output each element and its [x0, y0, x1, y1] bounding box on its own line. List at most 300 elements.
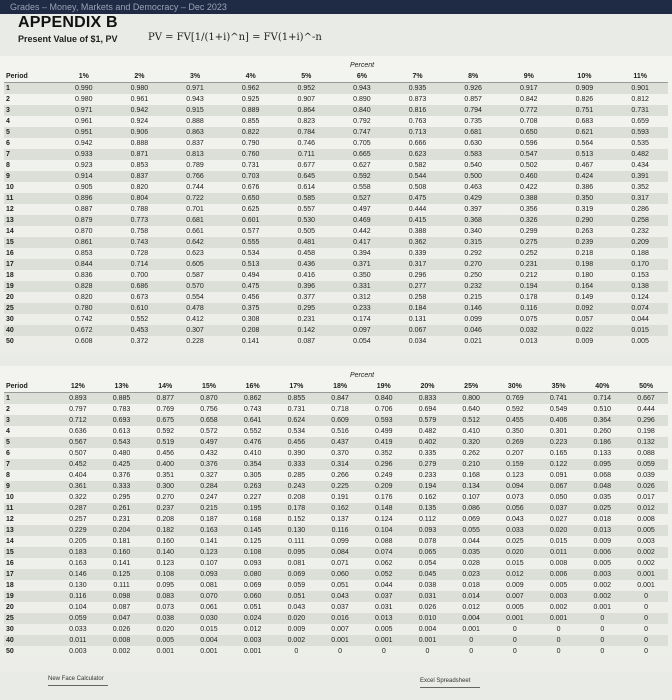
table-row	[4, 127, 668, 138]
value-cell: 0.391	[612, 171, 668, 182]
value-cell: 0.713	[390, 127, 446, 138]
value-cell: 0.261	[100, 503, 144, 514]
value-cell: 0.081	[200, 582, 218, 589]
value-cell: 0.005	[631, 338, 649, 345]
value-cell: 0.249	[375, 472, 393, 479]
value-cell: 0.295	[279, 303, 335, 314]
table-row	[4, 536, 668, 547]
value-cell: 0.010	[406, 613, 450, 624]
value-cell: 0.513	[223, 259, 279, 270]
value-cell: 0.706	[375, 406, 393, 413]
period-cell: 25	[4, 613, 56, 624]
value-cell: 0.317	[612, 193, 668, 204]
value-cell: 0.434	[631, 162, 649, 169]
table-row	[4, 624, 668, 635]
value-cell: 0.701	[186, 206, 204, 213]
value-cell: 0.005	[593, 560, 612, 567]
value-cell: 0.043	[318, 591, 362, 602]
value-cell: 0.002	[580, 591, 624, 602]
value-cell: 0.494	[241, 272, 260, 279]
value-cell: 0.205	[69, 538, 87, 545]
value-cell: 0.331	[334, 281, 390, 292]
value-cell: 0	[469, 648, 474, 655]
value-cell: 0.020	[493, 547, 537, 558]
value-cell: 0	[624, 591, 668, 602]
value-cell: 0.797	[69, 406, 87, 413]
value-cell: 0.131	[408, 316, 427, 323]
value-cell: 0.006	[580, 547, 624, 558]
period-cell: 2	[6, 96, 10, 103]
value-cell: 0.905	[75, 184, 93, 191]
table-row	[4, 303, 668, 314]
value-cell: 0.751	[557, 105, 613, 116]
value-cell: 0.722	[167, 193, 223, 204]
value-cell: 0.625	[241, 206, 260, 213]
value-cell: 0.095	[580, 459, 624, 470]
table-subtitle: Present Value of $1, PV	[18, 34, 118, 44]
value-cell: 0.554	[186, 294, 204, 301]
value-cell: 0.665	[334, 149, 390, 160]
period-cell: 7	[4, 459, 56, 470]
value-cell: 0.123	[506, 472, 524, 479]
value-cell: 0.074	[362, 547, 406, 558]
value-cell: 0.104	[69, 604, 87, 611]
value-cell: 0.613	[112, 428, 131, 435]
value-cell: 0.004	[418, 626, 437, 633]
value-cell: 0	[338, 648, 343, 655]
table-row	[4, 459, 668, 470]
value-cell: 0.133	[593, 450, 612, 457]
value-cell: 0.305	[243, 472, 262, 479]
value-cell: 0	[600, 648, 605, 655]
value-cell: 0.122	[537, 459, 581, 470]
value-cell: 0.747	[334, 127, 390, 138]
table-row	[4, 149, 668, 160]
value-cell: 0.763	[408, 118, 427, 125]
value-cell: 0.002	[112, 648, 131, 655]
value-cell: 0.863	[167, 127, 223, 138]
value-cell: 0.012	[624, 503, 668, 514]
value-cell: 0.138	[612, 281, 668, 292]
value-cell: 0.009	[593, 538, 612, 545]
column-header: 11%	[612, 71, 668, 83]
value-cell: 0.397	[464, 206, 482, 213]
value-cell: 0.099	[464, 316, 482, 323]
value-cell: 0.146	[56, 569, 100, 580]
pv-formula: PV = FV[1/(1+i)^n] = FV(1+i)^-n	[148, 32, 322, 43]
value-cell: 0.012	[493, 569, 537, 580]
value-cell: 0.822	[223, 127, 279, 138]
value-cell: 0.675	[143, 415, 187, 426]
value-cell: 0.296	[362, 459, 406, 470]
value-cell: 0.060	[231, 591, 275, 602]
period-cell: 5	[4, 437, 56, 448]
value-cell: 0.711	[279, 149, 335, 160]
value-cell: 0.023	[449, 569, 493, 580]
value-cell: 0.557	[297, 206, 316, 213]
value-cell: 0.530	[279, 215, 335, 226]
column-header: 30%	[493, 381, 537, 393]
value-cell: 0.666	[408, 140, 427, 147]
value-cell: 0.377	[297, 294, 316, 301]
value-cell: 0.513	[557, 149, 613, 160]
value-cell: 0.286	[631, 206, 649, 213]
value-cell: 0.026	[624, 481, 668, 492]
value-cell: 0.567	[56, 437, 100, 448]
value-cell: 0.579	[406, 415, 450, 426]
value-cell: 0.038	[143, 613, 187, 624]
table-row	[4, 336, 668, 347]
value-cell: 0.319	[575, 206, 594, 213]
value-cell: 0.061	[200, 604, 218, 611]
value-cell: 0.456	[241, 294, 260, 301]
value-cell: 0.510	[593, 406, 612, 413]
value-cell: 0.162	[318, 503, 362, 514]
value-cell: 0.482	[418, 428, 437, 435]
value-cell: 0.135	[406, 503, 450, 514]
value-cell: 0.011	[537, 547, 581, 558]
percent-header: Percent	[349, 372, 375, 379]
value-cell: 0.059	[56, 613, 100, 624]
value-cell: 0.054	[353, 338, 371, 345]
value-cell: 0.182	[143, 525, 187, 536]
value-cell: 0.243	[275, 481, 319, 492]
value-cell: 0.025	[580, 503, 624, 514]
value-cell: 0.080	[231, 569, 275, 580]
value-cell: 0.534	[241, 250, 260, 257]
value-cell: 0.247	[200, 494, 218, 501]
value-cell: 0.415	[390, 215, 446, 226]
value-cell: 0	[294, 648, 299, 655]
value-cell: 0.153	[631, 272, 649, 279]
value-cell: 0	[624, 613, 668, 624]
value-cell: 0.005	[143, 635, 187, 646]
value-cell: 0	[644, 648, 649, 655]
column-header: 3%	[167, 71, 223, 83]
value-cell: 0.980	[112, 83, 168, 95]
value-cell: 0.209	[612, 237, 668, 248]
value-cell: 0.209	[362, 481, 406, 492]
value-cell: 0.295	[112, 494, 131, 501]
value-cell: 0.001	[156, 648, 175, 655]
value-cell: 0.116	[56, 591, 100, 602]
period-cell: 10	[6, 184, 14, 191]
value-cell: 0.914	[56, 171, 112, 182]
value-cell: 0.008	[100, 635, 144, 646]
value-cell: 0.769	[156, 406, 175, 413]
value-cell: 0.326	[501, 215, 557, 226]
value-cell: 0.417	[334, 237, 390, 248]
value-cell: 0.570	[167, 281, 223, 292]
value-cell: 0.497	[353, 206, 371, 213]
value-cell: 0.164	[557, 281, 613, 292]
value-cell: 0.833	[406, 393, 450, 405]
value-cell: 0.043	[506, 516, 524, 523]
value-cell: 0.741	[537, 393, 581, 405]
value-cell: 0.123	[156, 560, 175, 567]
value-cell: 0.893	[56, 393, 100, 405]
value-cell: 0.046	[445, 325, 501, 336]
value-cell: 0.095	[156, 582, 175, 589]
value-cell: 0.208	[223, 325, 279, 336]
value-cell: 0.823	[297, 118, 316, 125]
value-cell: 0.012	[243, 626, 262, 633]
value-cell: 0.456	[275, 437, 319, 448]
value-cell: 0.645	[279, 171, 335, 182]
table-row	[4, 215, 668, 226]
period-cell: 10	[6, 494, 14, 501]
value-cell: 0.390	[287, 450, 306, 457]
value-cell: 0.789	[186, 162, 204, 169]
column-header: 12%	[56, 381, 100, 393]
value-cell: 0.198	[637, 428, 655, 435]
value-cell: 0.231	[297, 316, 316, 323]
value-cell: 0.667	[624, 393, 668, 405]
period-cell: 50	[6, 648, 14, 655]
value-cell: 0.296	[408, 272, 427, 279]
column-header: 50%	[624, 381, 668, 393]
value-cell: 0.742	[75, 316, 93, 323]
period-cell: 25	[4, 303, 56, 314]
value-cell: 0.048	[580, 481, 624, 492]
value-cell: 0.642	[167, 237, 223, 248]
value-cell: 0.547	[501, 149, 557, 160]
table-row	[4, 591, 668, 602]
value-cell: 0.252	[520, 250, 538, 257]
value-cell: 0.055	[449, 525, 493, 536]
value-cell: 0.890	[353, 96, 371, 103]
period-cell: 12	[6, 516, 14, 523]
value-cell: 0.279	[406, 459, 450, 470]
value-cell: 0.820	[130, 184, 149, 191]
value-cell: 0.942	[112, 105, 168, 116]
value-cell: 0.003	[580, 569, 624, 580]
value-cell: 0.623	[390, 149, 446, 160]
value-cell: 0.178	[520, 294, 538, 301]
value-cell: 0.455	[493, 415, 537, 426]
value-cell: 0.116	[501, 303, 557, 314]
value-cell: 0.186	[580, 437, 624, 448]
value-cell: 0.044	[375, 582, 393, 589]
value-cell: 0.499	[375, 428, 393, 435]
period-cell: 14	[6, 538, 14, 545]
value-cell: 0.180	[575, 272, 594, 279]
table-row	[4, 259, 668, 270]
value-cell: 0.605	[167, 259, 223, 270]
column-header: 14%	[143, 381, 187, 393]
value-cell: 0.188	[631, 250, 649, 257]
column-header: 8%	[445, 71, 501, 83]
value-cell: 0.925	[241, 96, 260, 103]
value-cell: 0	[512, 648, 517, 655]
table-row	[4, 160, 668, 171]
value-cell: 0.060	[318, 569, 362, 580]
value-cell: 0.013	[580, 525, 624, 536]
value-cell: 0.099	[331, 538, 349, 545]
value-cell: 0.610	[112, 303, 168, 314]
value-cell: 0.758	[130, 228, 149, 235]
value-cell: 0.354	[231, 459, 275, 470]
value-cell: 0	[580, 613, 624, 624]
column-header: 5%	[279, 71, 335, 83]
value-cell: 0.888	[130, 140, 149, 147]
value-cell: 0.123	[187, 547, 231, 558]
value-cell: 0.394	[353, 250, 371, 257]
value-cell: 0.837	[112, 171, 168, 182]
value-cell: 0.215	[187, 503, 231, 514]
value-cell: 0.009	[287, 626, 306, 633]
value-cell: 0.112	[418, 516, 436, 523]
value-cell: 0.132	[624, 437, 668, 448]
value-cell: 0.673	[130, 294, 149, 301]
period-cell: 7	[4, 149, 56, 160]
period-cell: 2	[6, 406, 10, 413]
value-cell: 0.002	[549, 604, 568, 611]
footer-left-note: New Face Calculator	[48, 676, 108, 686]
value-cell: 0.592	[334, 171, 390, 182]
value-cell: 0.627	[353, 162, 371, 169]
column-header: 6%	[334, 71, 390, 83]
value-cell: 0.864	[279, 105, 335, 116]
value-cell: 0.828	[56, 281, 112, 292]
value-cell: 0.001	[493, 613, 537, 624]
value-cell: 0.107	[462, 494, 480, 501]
value-cell: 0.816	[390, 105, 446, 116]
table-row	[4, 580, 668, 591]
table-row	[4, 602, 668, 613]
value-cell: 0.232	[445, 281, 501, 292]
value-cell: 0	[381, 648, 386, 655]
value-cell: 0.961	[130, 96, 149, 103]
table-row	[4, 404, 668, 415]
value-cell: 0.232	[631, 228, 649, 235]
value-cell: 0.788	[130, 206, 149, 213]
value-cell: 0.071	[331, 560, 349, 567]
value-cell: 0.460	[501, 171, 557, 182]
value-cell: 0.031	[406, 591, 450, 602]
value-cell: 0.870	[187, 393, 231, 405]
value-cell: 0.095	[275, 547, 319, 558]
value-cell: 0.952	[279, 83, 335, 95]
value-cell: 0.943	[334, 83, 390, 95]
value-cell: 0.092	[557, 303, 613, 314]
value-cell: 0.093	[406, 525, 450, 536]
value-cell: 0.519	[143, 437, 187, 448]
value-cell: 0.714	[112, 259, 168, 270]
value-cell: 0.917	[501, 83, 557, 95]
value-cell: 0.705	[353, 140, 371, 147]
value-cell: 0.376	[112, 472, 131, 479]
value-cell: 0.051	[275, 591, 319, 602]
table-row	[4, 646, 668, 657]
value-cell: 0.198	[557, 259, 613, 270]
value-cell: 0.231	[112, 516, 131, 523]
value-cell: 0.037	[362, 591, 406, 602]
table-row	[4, 292, 668, 303]
value-cell: 0.400	[143, 459, 187, 470]
value-cell: 0.555	[223, 237, 279, 248]
value-cell: 0.820	[75, 294, 93, 301]
value-cell: 0.714	[580, 393, 624, 405]
value-cell: 0.001	[462, 626, 480, 633]
table-row	[4, 182, 668, 193]
value-cell: 0.743	[112, 237, 168, 248]
table-row	[4, 569, 668, 580]
value-cell: 0.233	[418, 472, 437, 479]
period-cell: 18	[6, 272, 14, 279]
value-cell: 0.712	[56, 415, 100, 426]
value-cell: 0.889	[223, 105, 279, 116]
value-cell: 0.170	[612, 259, 668, 270]
value-cell: 0.108	[143, 569, 187, 580]
value-cell: 0.640	[462, 406, 480, 413]
value-cell: 0.480	[112, 450, 131, 457]
value-cell: 0.971	[56, 105, 112, 116]
period-cell: 40	[4, 635, 56, 646]
value-cell: 0.116	[318, 525, 362, 536]
table-row	[4, 415, 668, 426]
value-cell: 0.429	[445, 193, 501, 204]
value-cell: 0.482	[612, 149, 668, 160]
period-cell: 20	[6, 294, 14, 301]
value-cell: 0.587	[186, 272, 204, 279]
value-cell: 0.596	[520, 140, 538, 147]
value-cell: 0.410	[462, 428, 480, 435]
period-cell: 17	[4, 569, 56, 580]
table-row	[4, 503, 668, 514]
value-cell: 0.022	[557, 325, 613, 336]
value-cell: 0.636	[69, 428, 87, 435]
value-cell: 0.130	[275, 525, 319, 536]
value-cell: 0.015	[549, 538, 568, 545]
table-row	[4, 94, 668, 105]
value-cell: 0.059	[287, 582, 306, 589]
value-cell: 0.020	[275, 613, 319, 624]
table-row	[4, 426, 668, 437]
value-cell: 0.137	[331, 516, 349, 523]
value-cell: 0.677	[297, 162, 316, 169]
value-cell: 0.030	[187, 613, 231, 624]
value-cell: 0.168	[243, 516, 262, 523]
value-cell: 0.623	[186, 250, 204, 257]
value-cell: 0.350	[353, 272, 371, 279]
period-header: Period	[4, 381, 56, 393]
period-cell: 13	[4, 215, 56, 226]
value-cell: 0.218	[575, 250, 594, 257]
value-cell: 0.044	[631, 316, 649, 323]
column-header: 40%	[580, 381, 624, 393]
value-cell: 0.836	[75, 272, 93, 279]
value-cell: 0.124	[375, 516, 393, 523]
value-cell: 0.508	[408, 184, 427, 191]
value-cell: 0.333	[100, 481, 144, 492]
value-cell: 0.837	[186, 140, 204, 147]
column-header: 18%	[318, 381, 362, 393]
value-cell: 0.001	[593, 604, 612, 611]
value-cell: 0.432	[200, 450, 218, 457]
value-cell: 0.001	[537, 613, 581, 624]
value-cell: 0.015	[612, 325, 668, 336]
value-cell: 0.277	[390, 281, 446, 292]
value-cell: 0.001	[200, 648, 218, 655]
value-cell: 0.784	[279, 127, 335, 138]
value-cell: 0.262	[462, 450, 480, 457]
value-cell: 0.037	[537, 503, 581, 514]
value-cell: 0.204	[100, 525, 144, 536]
table-row	[4, 635, 668, 646]
value-cell: 0.327	[200, 472, 218, 479]
value-cell: 0.006	[537, 569, 581, 580]
